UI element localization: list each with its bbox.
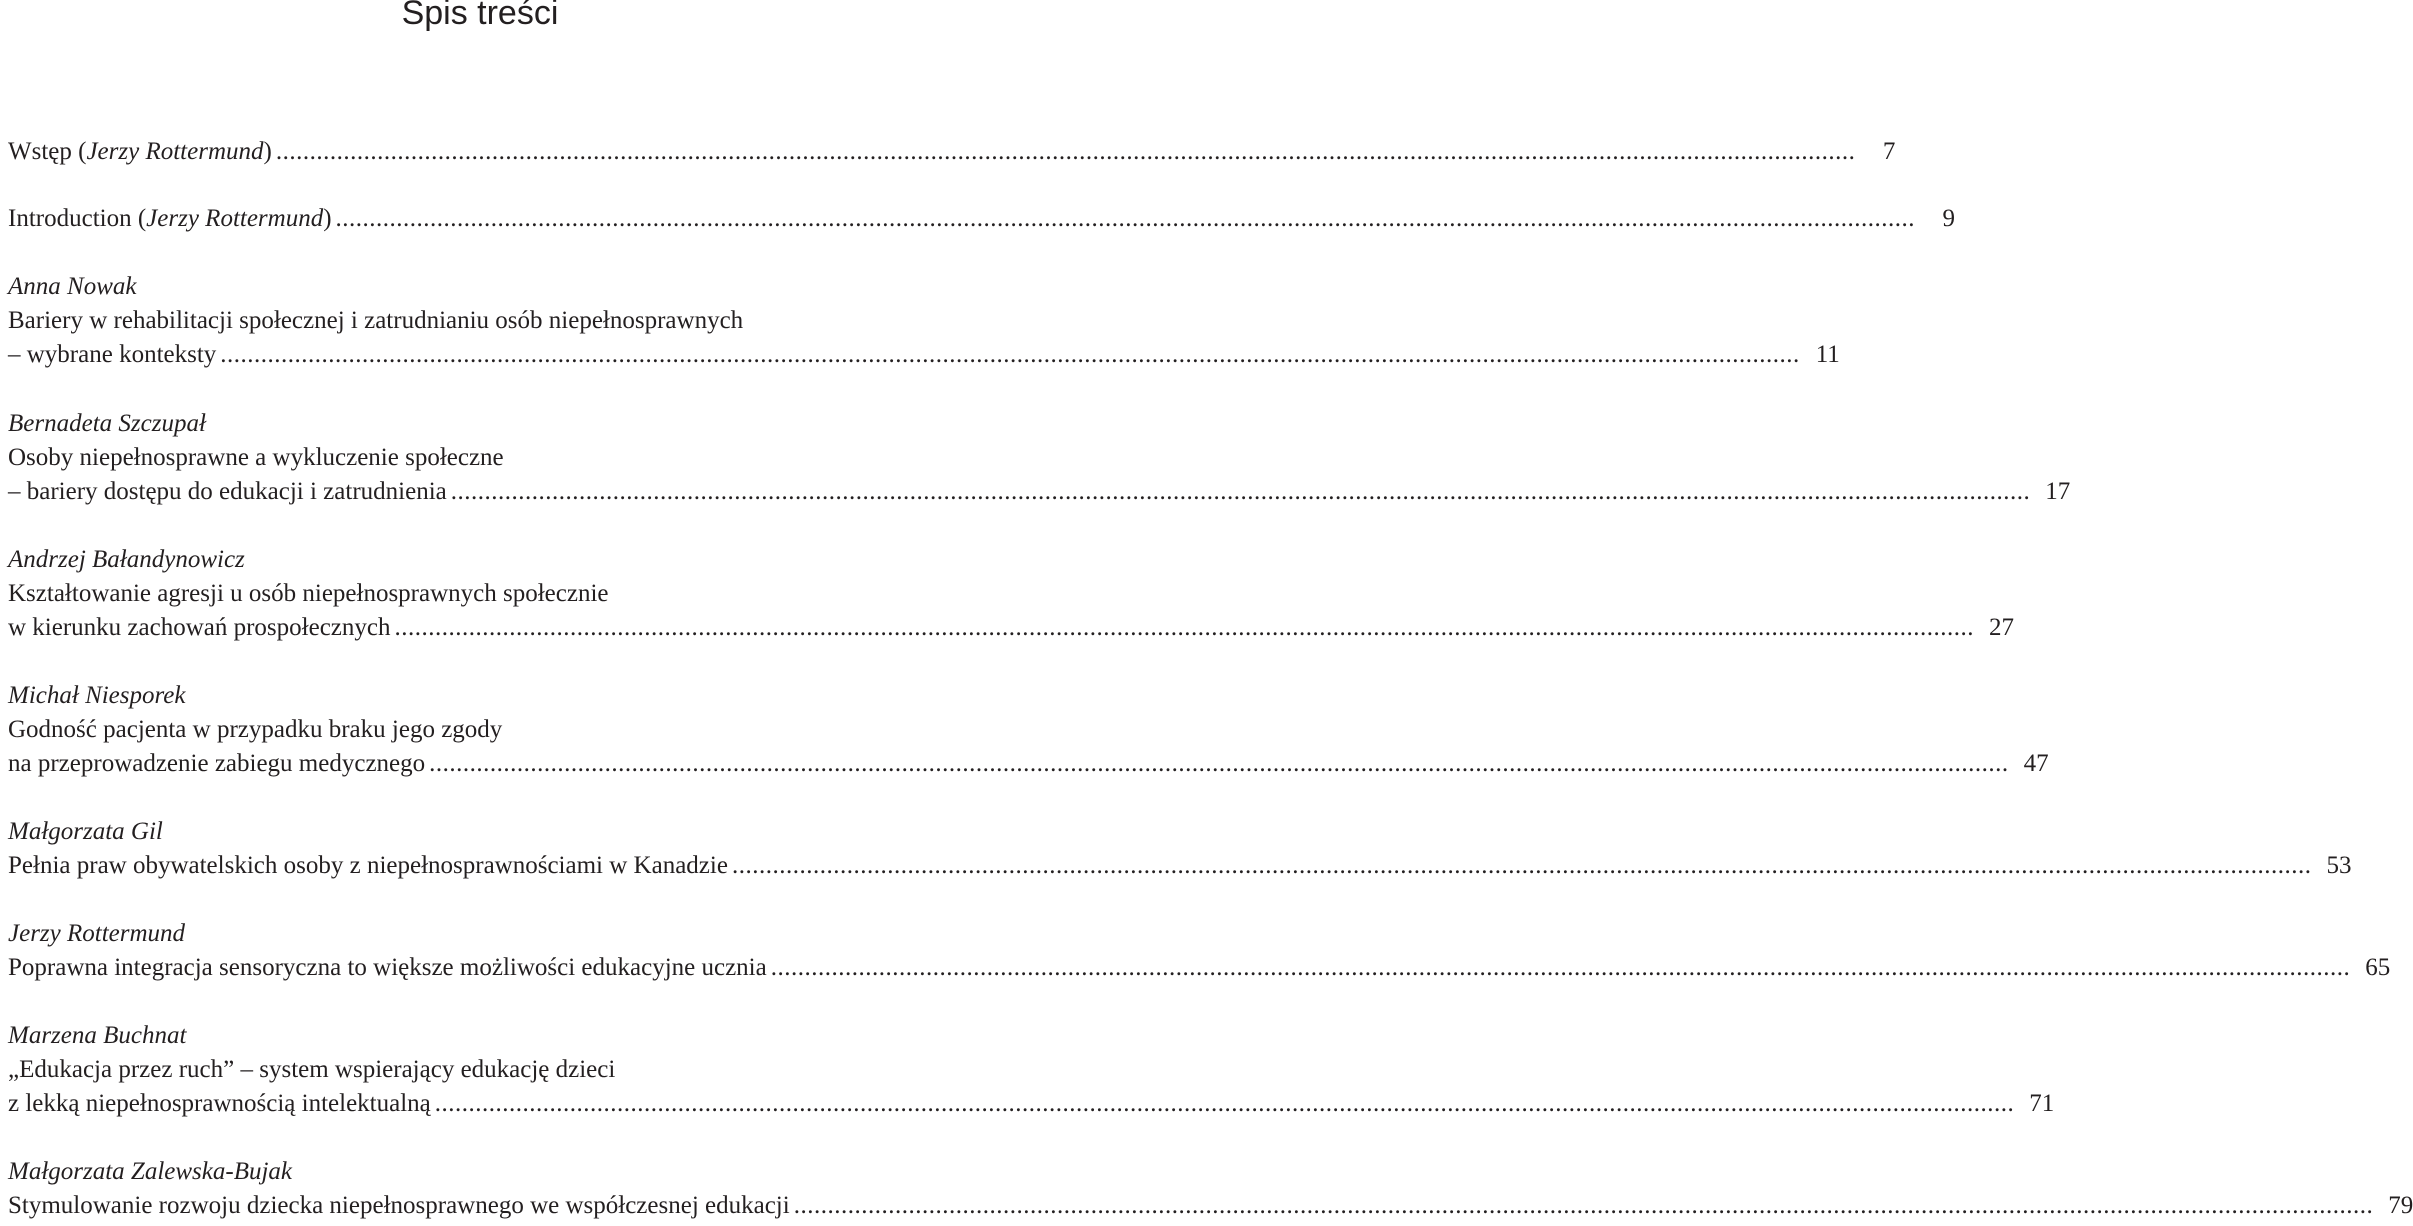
page-number: 65 <box>2365 954 2391 981</box>
toc-entry-rottermund[interactable] <box>8 952 2391 984</box>
toc-entry-buchnat[interactable] <box>8 1088 2055 1120</box>
toc-entry-wstep[interactable] <box>8 136 1896 168</box>
dot-leader: .......................................................................................................................................................................................................................................... <box>450 478 2031 505</box>
entry-title: – bariery dostępu do edukacji i zatrudnienia <box>8 478 447 505</box>
page-number: 11 <box>1815 341 1840 368</box>
page-title: Spis treści <box>401 0 559 32</box>
entry-author: Jerzy Rottermund <box>8 920 186 947</box>
entry-title: w kierunku zachowań prospołecznych <box>8 614 391 641</box>
entry-author: Marzena Buchnat <box>8 1022 187 1049</box>
toc-entry-zalewska-bujak[interactable] <box>8 1190 2413 1222</box>
entry-title: – wybrane konteksty <box>8 341 217 368</box>
page-number: 47 <box>2023 750 2049 777</box>
page-number: 9 <box>1942 205 1956 232</box>
toc-entry-introduction[interactable] <box>8 203 1956 235</box>
entry-title-line: Godność pacjenta w przypadku braku jego zgody <box>8 716 503 743</box>
entry-title: Wstęp (Jerzy Rottermund) <box>8 138 272 165</box>
entry-title-line: Osoby niepełnosprawne a wykluczenie społeczne <box>8 444 504 471</box>
dot-leader: .......................................................................................................................................................................................................................................... <box>335 205 1916 232</box>
toc-entry-gil[interactable] <box>8 850 2352 882</box>
page-number: 27 <box>1989 614 2014 641</box>
dot-leader: .......................................................................................................................................................................................................................................... <box>770 954 2351 981</box>
toc-entry-nowak[interactable] <box>8 339 1840 371</box>
entry-author: Bernadeta Szczupał <box>8 410 206 437</box>
dot-leader: .......................................................................................................................................................................................................................................... <box>394 614 1974 641</box>
entry-title: na przeprowadzenie zabiegu medycznego <box>8 750 426 777</box>
dot-leader: .......................................................................................................................................................................................................................................... <box>429 750 2009 777</box>
entry-author: Małgorzata Zalewska-Bujak <box>8 1158 293 1185</box>
page-number: 7 <box>1882 138 1896 165</box>
entry-title: Stymulowanie rozwoju dziecka niepełnosprawnego we współczesnej edukacji <box>8 1192 790 1219</box>
toc-entry-balandynowicz[interactable] <box>8 612 2014 644</box>
entry-title: Poprawna integracja sensoryczna to większe możliwości edukacyjne ucznia <box>8 954 767 981</box>
dot-leader: .......................................................................................................................................................................................................................................... <box>275 138 1856 165</box>
entry-title: Pełnia praw obywatelskich osoby z niepełnosprawnościami w Kanadzie <box>8 852 728 879</box>
entry-title-line: Kształtowanie agresji u osób niepełnosprawnych społecznie <box>8 580 609 607</box>
entry-author: Małgorzata Gil <box>8 818 163 845</box>
toc-entry-szczupal[interactable] <box>8 476 2071 508</box>
entry-title: z lekką niepełnosprawnością intelektualną <box>8 1090 431 1117</box>
dot-leader: .......................................................................................................................................................................................................................................... <box>220 341 1800 368</box>
entry-title: Introduction (Jerzy Rottermund) <box>8 205 332 232</box>
entry-author: Andrzej Bałandynowicz <box>8 546 245 573</box>
page-number: 53 <box>2326 852 2352 879</box>
page-number: 17 <box>2045 478 2071 505</box>
entry-title-line: „Edukacja przez ruch” – system wspierający edukację dzieci <box>8 1056 616 1083</box>
entry-author: Michał Niesporek <box>8 682 186 709</box>
entry-author: Anna Nowak <box>8 273 137 300</box>
toc-entry-niesporek[interactable] <box>8 748 2049 780</box>
page-number: 79 <box>2388 1192 2413 1219</box>
entry-title-line: Bariery w rehabilitacji społecznej i zatrudnianiu osób niepełnosprawnych <box>8 307 744 334</box>
dot-leader: .......................................................................................................................................................................................................................................... <box>793 1192 2374 1219</box>
dot-leader: .......................................................................................................................................................................................................................................... <box>434 1090 2015 1117</box>
dot-leader: .......................................................................................................................................................................................................................................... <box>731 852 2312 879</box>
page-number: 71 <box>2029 1090 2055 1117</box>
